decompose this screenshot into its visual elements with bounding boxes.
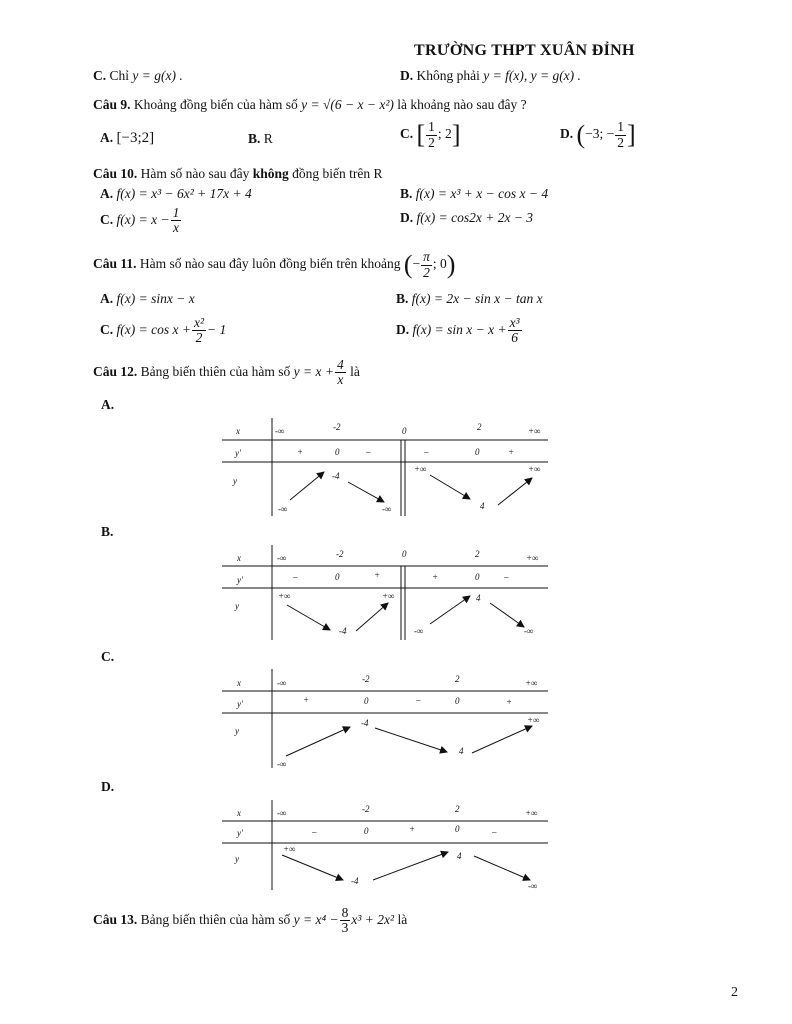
option-label: A. <box>100 291 114 306</box>
x-value: -∞ <box>275 426 285 436</box>
sign: + <box>506 697 513 707</box>
frac-num: 1 <box>617 119 625 135</box>
option-math-tail: − 1 <box>207 321 227 337</box>
frac-den: x <box>172 220 179 236</box>
y-value: 4 <box>459 746 464 756</box>
question-text-end: là <box>397 911 408 927</box>
x-value: -2 <box>362 804 370 814</box>
option-math: f(x) = cos x + <box>116 321 191 337</box>
frac-num: π <box>423 249 430 265</box>
row-label-x: x <box>237 678 241 688</box>
y-value: -∞ <box>277 759 287 769</box>
option-math: y = g(x) . <box>132 68 183 83</box>
x-value: 2 <box>475 549 480 559</box>
y-value: +∞ <box>528 464 541 474</box>
x-value: +∞ <box>525 678 538 688</box>
arrow-down <box>287 605 330 630</box>
frac-num: 1 <box>428 119 435 135</box>
question-label: Câu 13. <box>93 911 138 927</box>
q9-option-d: D. (−3; − $\frac{1}{2}$ ] <box>560 119 636 150</box>
table-d <box>222 800 548 891</box>
arrow-up <box>498 478 532 505</box>
question-text-end: là khoảng nào sau đây ? <box>397 97 527 112</box>
question-math: y = x⁴ − <box>293 911 339 927</box>
sign: + <box>303 695 310 705</box>
arrow-down <box>282 855 343 880</box>
sign: – <box>293 572 298 582</box>
option-label: D. <box>400 68 414 83</box>
sign: – <box>492 827 497 837</box>
arrow-up <box>290 472 324 500</box>
y-value: 4 <box>480 501 485 511</box>
row-label-x: x <box>237 553 241 563</box>
sign: 0 <box>455 696 460 706</box>
x-value: 2 <box>477 422 482 432</box>
y-value: +∞ <box>414 464 427 474</box>
table-c <box>222 669 548 769</box>
question-11: Câu 11. Hàm số nào sau đây luôn đồng biến trên khoảng (− $\frac{\pi}{2}$ ; 0) <box>93 249 456 280</box>
arrow-down <box>490 603 524 627</box>
y-value: +∞ <box>382 591 395 601</box>
question-math: y = √(6 − x − x²) <box>301 97 394 112</box>
option-math: R <box>263 131 273 146</box>
option-label: B. <box>400 186 413 201</box>
option-label: C. <box>93 68 107 83</box>
row-label-y: y <box>233 476 237 486</box>
arrow-down <box>348 482 384 502</box>
frac-num: 8 <box>341 905 349 920</box>
frac-den: 3 <box>341 920 349 936</box>
school-header: TRƯỜNG THPT XUÂN ĐỈNH <box>414 42 635 59</box>
x-value: -2 <box>333 422 341 432</box>
sign: 0 <box>335 572 340 582</box>
row-label-y: y <box>235 854 239 864</box>
frac-num: 4 <box>336 357 344 372</box>
question-text-end: là <box>350 363 360 379</box>
y-value: -4 <box>351 876 359 886</box>
x-value: 2 <box>455 674 460 684</box>
frac-num: x³ <box>509 315 520 330</box>
sign: 0 <box>364 696 369 706</box>
option-math: f(x) = x³ − 6x² + 17x + 4 <box>116 186 252 201</box>
q12-option-d-label: D. <box>101 779 115 794</box>
row-label-y: y <box>235 601 239 611</box>
frac-den: x <box>337 372 344 388</box>
x-value: +∞ <box>526 553 539 563</box>
option-math: f(x) = 2x − sin x − tan x <box>411 291 543 306</box>
option-math: [−3;2] <box>116 130 155 146</box>
table-b <box>222 545 548 640</box>
arrow-up <box>430 596 470 624</box>
x-value: +∞ <box>525 808 538 818</box>
q12-option-a-label: A. <box>101 397 115 412</box>
question-math: y = x + <box>293 363 334 379</box>
question-label: Câu 12. <box>93 363 138 379</box>
option-math: f(x) = x³ + x − cos x − 4 <box>415 186 549 201</box>
q12-option-c-label: C. <box>101 649 115 664</box>
question-text: Hàm số nào sau đây luôn đồng biến trên khoảng <box>139 256 401 272</box>
option-math: f(x) = sin x − x + <box>412 321 507 337</box>
sign: + <box>297 447 304 457</box>
sign: + <box>409 824 416 834</box>
row-label-yprime: y' <box>237 828 243 838</box>
sign: – <box>416 695 421 705</box>
sign: 0 <box>455 824 460 834</box>
row-label-x: x <box>236 426 240 436</box>
q9-option-c: C. [ $\frac{1}{2}$ ; 2] <box>400 119 461 150</box>
frac-den: 2 <box>428 134 435 150</box>
y-value: 4 <box>476 593 481 603</box>
sign: – <box>424 447 429 457</box>
option-label: C. <box>100 321 114 337</box>
y-value: -4 <box>361 718 369 728</box>
option-label: A. <box>100 130 114 145</box>
row-label-yprime: y' <box>237 699 243 709</box>
x-value: -∞ <box>277 678 287 688</box>
x-value: 0 <box>402 549 407 559</box>
x-value: -∞ <box>277 808 287 818</box>
question-text: Bảng biến thiên của hàm số <box>140 363 291 379</box>
sign: + <box>374 570 381 580</box>
option-label: D. <box>400 210 414 225</box>
frac-den: 2 <box>195 330 203 346</box>
row-label-x: x <box>237 808 241 818</box>
question-text: Bảng biến thiên của hàm số <box>140 911 291 927</box>
x-value: -2 <box>336 549 344 559</box>
option-label: D. <box>560 126 574 142</box>
option-label: D. <box>396 321 410 337</box>
y-value: +∞ <box>527 715 540 725</box>
option-label: C. <box>100 211 114 227</box>
x-value: -∞ <box>277 553 287 563</box>
y-value: 4 <box>457 851 462 861</box>
y-value: -4 <box>339 626 347 636</box>
sign: 0 <box>364 826 369 836</box>
sign: 0 <box>475 447 480 457</box>
page-number: 2 <box>731 985 738 1000</box>
question-label: Câu 10. <box>93 166 138 181</box>
sign: – <box>312 827 317 837</box>
option-label: A. <box>100 186 114 201</box>
question-emphasis: không <box>252 166 289 181</box>
arrow-down <box>375 728 447 752</box>
frac-den: 2 <box>423 264 430 280</box>
question-13 <box>93 906 407 935</box>
question-label: Câu 9. <box>93 97 131 112</box>
question-text-end: đồng biến trên R <box>292 166 383 181</box>
question-math-tail: x³ + 2x² <box>351 911 395 927</box>
y-value: +∞ <box>283 844 296 854</box>
sign: + <box>432 572 439 582</box>
sign: + <box>508 447 515 457</box>
arrow-up <box>286 727 350 756</box>
option-math: −3; − <box>585 126 615 142</box>
arrow-up <box>472 726 532 753</box>
frac-den: 2 <box>617 134 625 150</box>
y-value: -∞ <box>382 504 392 514</box>
question-label: Câu 11. <box>93 256 137 272</box>
arrow-up <box>356 603 388 631</box>
option-math: f(x) = cos2x + 2x − 3 <box>416 210 534 225</box>
option-text: Không phải <box>416 68 480 83</box>
option-label: B. <box>248 131 261 146</box>
y-value: +∞ <box>278 591 291 601</box>
option-math: ; 2 <box>437 126 452 142</box>
y-value: -∞ <box>278 504 288 514</box>
x-value: +∞ <box>528 426 541 436</box>
option-math: f(x) = sinx − x <box>116 291 195 306</box>
question-text: Hàm số nào sau đây <box>140 166 250 181</box>
y-value: -∞ <box>528 881 538 891</box>
x-value: -2 <box>362 674 370 684</box>
x-value: 0 <box>402 426 407 436</box>
sign: 0 <box>335 447 340 457</box>
arrow-up <box>373 852 448 880</box>
frac-den: 6 <box>511 330 518 346</box>
frac-num: 1 <box>172 205 180 220</box>
sign: – <box>366 447 371 457</box>
arrow-down <box>474 856 530 880</box>
x-value: 2 <box>455 804 460 814</box>
y-value: -∞ <box>414 626 424 636</box>
row-label-yprime: y' <box>237 575 243 585</box>
table-a <box>222 418 548 516</box>
sign: 0 <box>475 572 480 582</box>
option-math: f(x) = x − <box>116 211 170 227</box>
row-label-y: y <box>235 726 239 736</box>
interval-tail: ; 0 <box>432 256 447 272</box>
q12-option-b-label: B. <box>101 524 114 539</box>
option-math: y = f(x), y = g(x) . <box>483 68 581 83</box>
sign: – <box>504 572 509 582</box>
y-value: -4 <box>332 471 340 481</box>
question-text: Khoảng đồng biến của hàm số <box>133 97 298 112</box>
row-label-yprime: y' <box>235 448 241 458</box>
arrow-down <box>430 475 470 499</box>
frac-num: x² <box>193 315 204 330</box>
option-label: C. <box>400 126 414 142</box>
y-value: -∞ <box>524 626 534 636</box>
option-label: B. <box>396 291 409 306</box>
option-text: Chỉ <box>109 68 130 83</box>
